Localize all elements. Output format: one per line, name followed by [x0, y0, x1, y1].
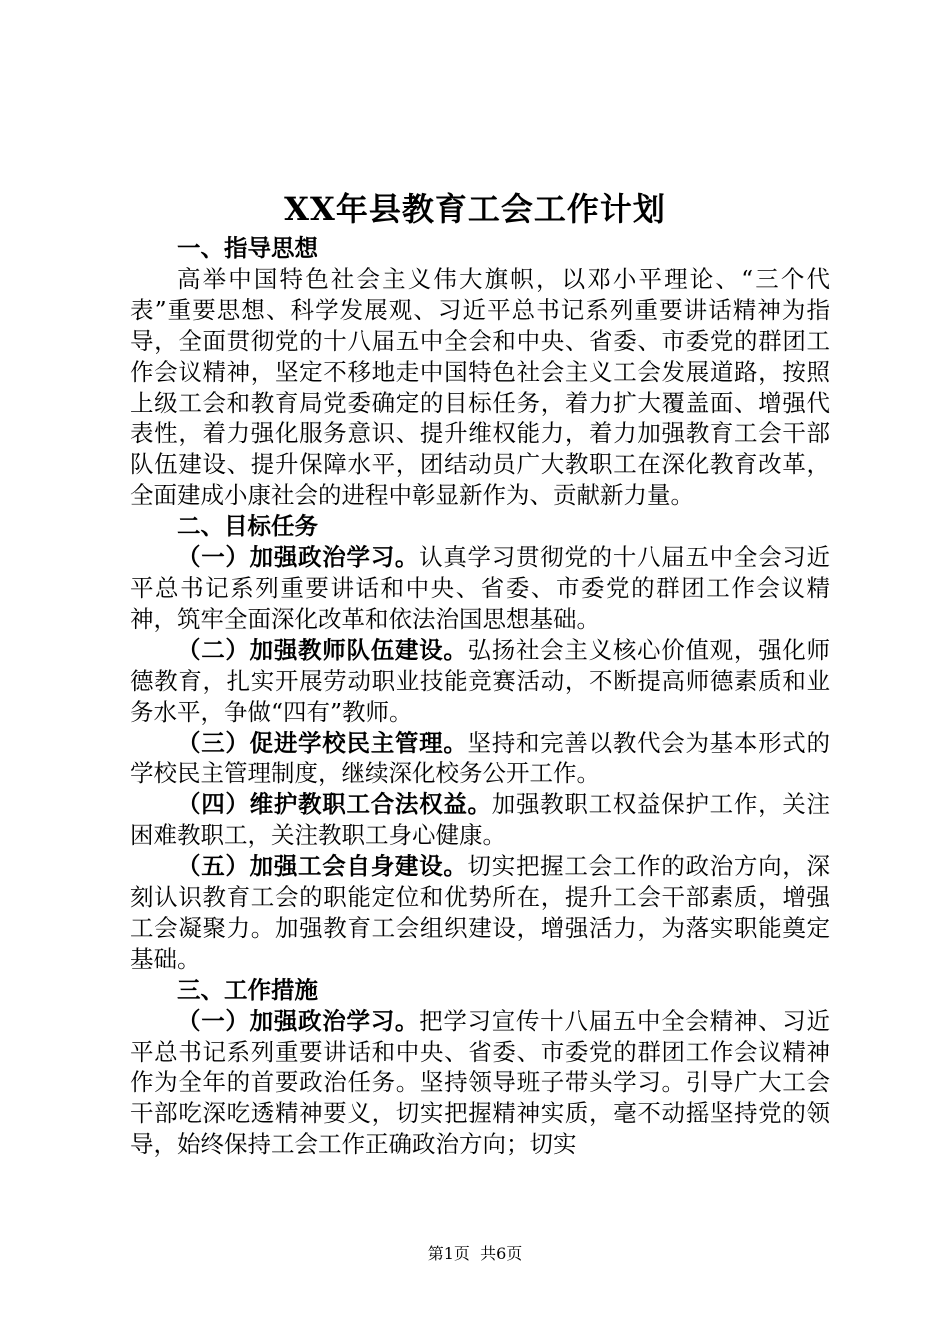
paragraph-text: 加强教职工权益保护工作，关注困难教职工，关注教职工身心健康。	[130, 790, 830, 850]
page-total: 共6页	[480, 1244, 523, 1263]
paragraph	[130, 728, 830, 790]
paragraph-text: 切实把握工会工作的政治方向，深刻认识教育工会的职能定位和优势所在，提升工会干部素质，增强工会凝聚力。加强教育工会组织建设，增强活力，为落实职能奠定基础。	[130, 852, 831, 973]
paragraph-lead: （一）加强政治学习。	[177, 543, 420, 572]
page-number: 第1页	[427, 1244, 470, 1263]
paragraph-text: 坚持和完善以教代会为基本形式的学校民主管理制度，继续深化校务公开工作。	[130, 728, 831, 788]
paragraph-text: 认真学习贯彻党的十八届五中全会习近平总书记系列重要讲话和中央、省委、市委党的群团工作会议精神，筑牢全面深化改革和依法治国思想基础。	[130, 543, 831, 633]
paragraph-lead: （三）促进学校民主管理。	[177, 728, 468, 757]
section-heading: 三、工作措施	[177, 975, 318, 1004]
document-title: XX年县教育工会工作计划	[284, 190, 666, 228]
paragraph	[130, 542, 830, 635]
page-footer	[0, 1243, 950, 1265]
paragraph	[130, 1006, 830, 1161]
paragraph-lead: （四）维护教职工合法权益。	[177, 790, 492, 819]
paragraph	[130, 851, 830, 975]
paragraph-lead: （二）加强教师队伍建设。	[177, 635, 468, 664]
footer-spacer	[470, 1244, 480, 1263]
paragraph-text: 高举中国特色社会主义伟大旗帜，以邓小平理论、“三个代表”重要思想、科学发展观、习近平总书记系列重要讲话精神为指导，全面贯彻党的十八届五中全会和中央、省委、市委党的群团工作会议精神，坚定不移地走中国特色社会主义工会发展道路，按照上级工会和教育局党委确定的目标任务，着力扩大覆盖面、增强代表性，着力强化服务意识、提升维权能力，着力加强教育工会干部队伍建设、提升保障水平，团结动员广大教职工在深化教育改革，全面建成小康社会的进程中彰显新作为、贡献新力量。	[130, 264, 830, 510]
paragraph-text: 把学习宣传十八届五中全会精神、习近平总书记系列重要讲话和中央、省委、市委党的群团工作会议精神作为全年的首要政治任务。坚持领导班子带头学习。引导广大工会干部吃深吃透精神要义，切实把握精神实质，毫不动摇坚持党的领导，始终保持工会工作正确政治方向；切实	[130, 1006, 831, 1159]
paragraph-text: 弘扬社会主义核心价值观，强化师德教育，扎实开展劳动职业技能竞赛活动，不断提高师德素质和业务水平，争做“四有”教师。	[130, 635, 831, 726]
paragraph	[130, 264, 830, 511]
paragraph	[130, 789, 830, 851]
paragraph	[130, 635, 830, 728]
paragraph-lead: （五）加强工会自身建设。	[177, 852, 468, 881]
section-heading: 二、目标任务	[177, 512, 318, 541]
section-heading: 一、指导思想	[177, 234, 318, 262]
paragraph-lead: （一）加强政治学习。	[177, 1006, 420, 1035]
document-body	[130, 233, 830, 1160]
